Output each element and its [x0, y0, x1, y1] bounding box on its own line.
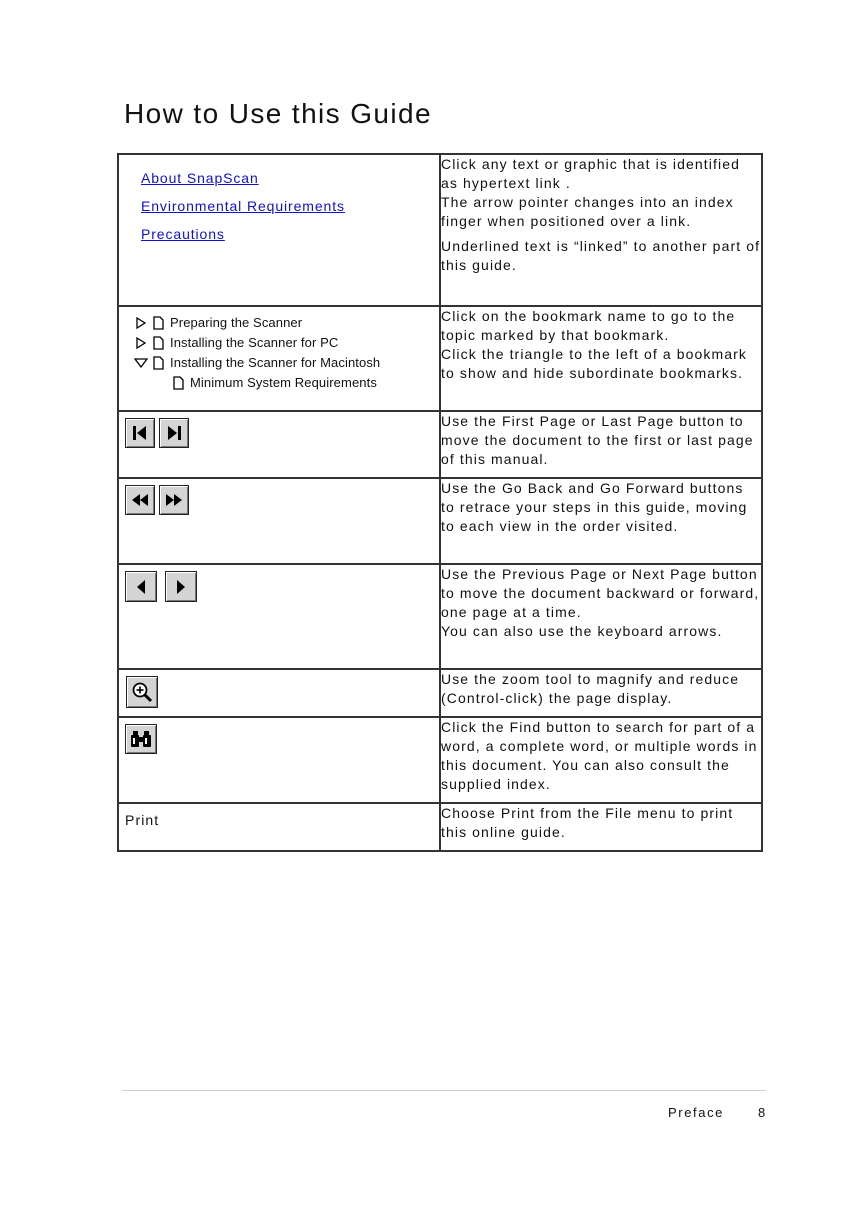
bookmark-label: Installing the Scanner for Macintosh	[170, 355, 381, 370]
icon-cell	[118, 411, 440, 478]
link-about-snapscan[interactable]: About SnapScan	[141, 170, 259, 186]
zoom-in-icon[interactable]	[126, 676, 158, 708]
bookmark-item[interactable]	[132, 353, 439, 373]
previous-page-icon[interactable]	[125, 571, 157, 602]
triangle-down-icon[interactable]	[132, 358, 150, 368]
table-row	[118, 669, 762, 717]
description-cell	[440, 306, 762, 411]
description-text: Click the Find button to search for part of a word, a complete word, or multiple words in this document. You can also consult the supplied index.	[441, 719, 758, 792]
description-cell	[440, 717, 762, 803]
description-text: Use the zoom tool to magnify and reduce (Control-click) the page display.	[441, 671, 740, 706]
document-icon	[150, 336, 166, 350]
bookmark-item[interactable]	[132, 333, 439, 353]
bookmark-item[interactable]	[132, 313, 439, 333]
bookmark-tree-cell	[118, 306, 440, 411]
description-cell	[440, 154, 762, 306]
table-row	[118, 306, 762, 411]
guide-table	[117, 153, 763, 852]
print-label: Print	[125, 812, 160, 828]
page-title: How to Use this Guide	[124, 98, 432, 129]
description-cell	[440, 411, 762, 478]
print-cell	[118, 803, 440, 851]
document-icon	[170, 376, 186, 390]
go-forward-icon[interactable]	[159, 485, 189, 515]
triangle-right-icon[interactable]	[132, 317, 150, 329]
description-cell	[440, 564, 762, 669]
document-icon	[150, 316, 166, 330]
table-row	[118, 564, 762, 669]
description-text: Use the Go Back and Go Forward buttons to retrace your steps in this guide, moving to each view in the order visited.	[441, 480, 748, 534]
footer-section-name: Preface	[668, 1105, 725, 1120]
link-environmental-requirements[interactable]: Environmental Requirements	[141, 198, 345, 214]
bookmark-label: Installing the Scanner for PC	[170, 335, 339, 350]
description-cell	[440, 478, 762, 564]
go-back-icon[interactable]	[125, 485, 155, 515]
next-page-icon[interactable]	[165, 571, 197, 602]
icon-cell	[118, 669, 440, 717]
table-row	[118, 411, 762, 478]
table-row	[118, 154, 762, 306]
footer-divider	[122, 1090, 766, 1091]
description-cell	[440, 803, 762, 851]
links-cell	[118, 154, 440, 306]
description-cell	[440, 669, 762, 717]
description-text: Choose Print from the File menu to print this online guide.	[441, 805, 734, 840]
icon-cell	[118, 564, 440, 669]
last-page-icon[interactable]	[159, 418, 189, 448]
icon-cell	[118, 478, 440, 564]
bookmark-label: Minimum System Requirements	[190, 375, 377, 390]
description-text: Underlined text is “linked” to another part of this guide.	[441, 238, 761, 273]
description-text: Use the First Page or Last Page button to move the document to the first or last page of this manual.	[441, 413, 754, 467]
bookmark-label: Preparing the Scanner	[170, 315, 303, 330]
description-text: Click any text or graphic that is identified as hypertext link . The arrow pointer changes into an index finger when positioned over a link.	[441, 156, 740, 229]
description-text: Click on the bookmark name to go to the topic marked by that bookmark. Click the triangle to the left of a bookmark to show and hide subordinate bookmarks.	[441, 308, 747, 381]
table-row	[118, 803, 762, 851]
link-precautions[interactable]: Precautions	[141, 226, 225, 242]
binoculars-find-icon[interactable]	[125, 724, 157, 754]
table-row	[118, 478, 762, 564]
triangle-right-icon[interactable]	[132, 337, 150, 349]
first-page-icon[interactable]	[125, 418, 155, 448]
description-text: Use the Previous Page or Next Page button to move the document backward or forward, one page at a time. You can also use the keyboard arrows.	[441, 566, 760, 639]
footer-page-number: 8	[758, 1105, 767, 1120]
icon-cell	[118, 717, 440, 803]
bookmark-item[interactable]	[132, 373, 439, 393]
table-row	[118, 717, 762, 803]
document-icon	[150, 356, 166, 370]
